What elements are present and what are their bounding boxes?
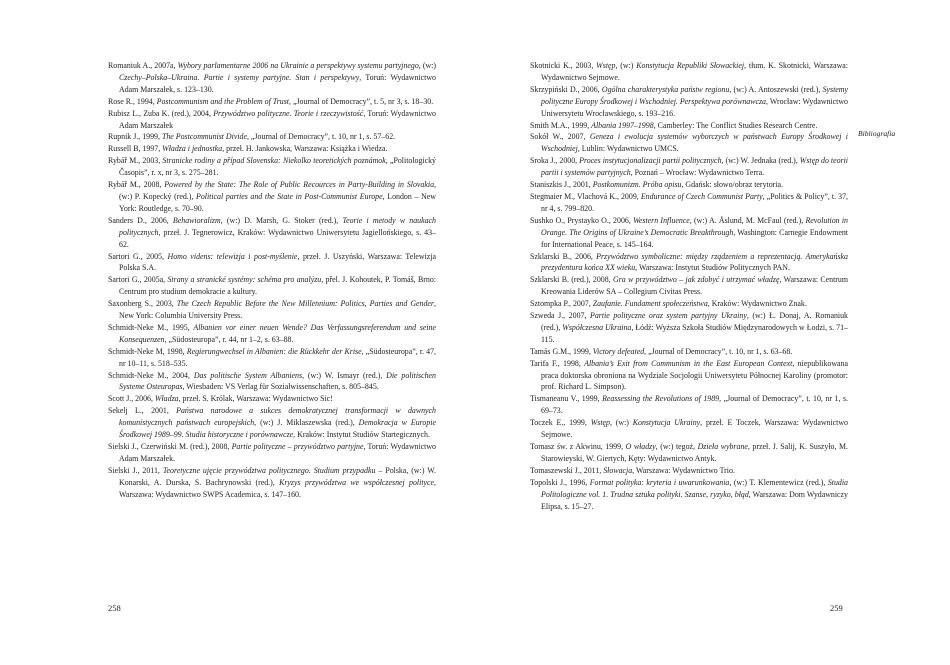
bibliography-entry [108, 215, 436, 251]
entry-text: , „Politologický Časopis”, r. x, nr 3, s. 275–281. [119, 156, 436, 178]
bibliography-entry [108, 143, 436, 155]
bibliography-entry [530, 298, 848, 310]
entry-text: , Washington: Carnegie Endowment for International Peace, s. 145–164. [541, 227, 848, 249]
entry-text: , (w:) A. Antoszewski (red.), [729, 84, 823, 94]
entry-title-italic: Wstęp do teorii partii i systemów partyjnych [541, 156, 848, 178]
bibliography-entry [530, 155, 848, 179]
entry-text: Topolski J., 1996, [530, 477, 590, 487]
entry-title-italic: Strany a stranické systémy: schéma pro analýzu [167, 275, 322, 285]
entry-text: , (w:) [615, 61, 637, 70]
entry-text: , Gdańsk: słowo/obraz terytoria. [681, 180, 783, 190]
entry-title-italic: Endurance of Czech Communist Party [640, 191, 763, 201]
entry-title-italic: Victory defeated [592, 346, 645, 356]
bibliography-entry [530, 84, 848, 120]
entry-text: , „Journal of Democracy”, t. 5, nr 3, s. 18–30. [289, 96, 434, 106]
entry-text: , Toruń: Wydawnictwo Adam Marszałek. [119, 442, 436, 463]
entry-text: Rose R., 1994, [108, 96, 157, 106]
entry-text: , przeł. J. Tegnerowicz, Kraków: Wydawnictwo Uniwersytetu Jagiellońskiego, s. 43–62. [119, 227, 436, 249]
right-page [475, 0, 950, 665]
bibliography-entry [530, 60, 848, 84]
entry-text: Smith M.A., 1999, [530, 120, 592, 130]
bibliography-entry [530, 179, 848, 191]
entry-text: , (w:) A. Åslund, M. McFaul (red.), [689, 215, 806, 225]
entry-text: , Warszawa: Centrum Kreowania Liderów SA – Collegium Civitas Press. [541, 275, 848, 297]
entry-text: , tłum. K. Skotnicki, Warszawa: Wydawnictwo Sejmowe. [541, 61, 848, 82]
bibliography-entry [108, 155, 436, 179]
entry-text: , (w:) Ł. Donaj, A. Romaniuk (red.), [541, 311, 848, 332]
bibliography-entry [108, 108, 436, 132]
entry-title-italic: The Postcommunist Divide [161, 132, 247, 142]
entry-title-italic: Ogólna charakterystyka państw regionu [601, 84, 730, 94]
entry-text: , Warszawa: Wydawnictwo SWPS Academica, s. 147–160. [119, 477, 437, 499]
entry-text: , Kraków: Wydawnictwo Znak. [707, 299, 807, 309]
entry-text: , přel. J. Kohoutek, P. Tomáš, Brno: Centrum pro studium demokracie a kultury. [119, 275, 436, 297]
entry-text: , Warszawa: Dom Wydawniczy Elipsa, s. 15–27. [541, 489, 849, 511]
bibliography-list-left [108, 60, 436, 501]
bibliography-entry [108, 441, 436, 465]
bibliography-entry [108, 405, 436, 441]
entry-text: Tomasz św. z Akwinu, 1999, [530, 442, 626, 451]
entry-title-italic: Revolution in Orange. The Origins of Ukraine’s Democratic Breakthrough [541, 215, 848, 237]
entry-text: , Kraków: Instytut Studiów Startegicznych. [293, 430, 430, 440]
entry-title-italic: Słowacja [603, 465, 633, 475]
bibliography-entry [530, 274, 848, 298]
entry-title-italic: Partie polityczne oraz system partyjny Ukrainy [590, 311, 747, 321]
entry-title-italic: Albania’s Exit from Communism in the East European Context [584, 358, 793, 368]
entry-text: Tismaneanu V., 1999, [530, 394, 603, 404]
entry-title-italic: Przywództwo symboliczne: między rządzeniem a reprezentacją. Amerykańska prezydentura końca XX wieku [541, 251, 849, 273]
bibliography-entry [530, 477, 848, 513]
entry-text: , „Journal of Democracy”, t. 10, nr 1, s. 69–73. [541, 394, 848, 416]
bibliography-entry [530, 393, 848, 417]
entry-text: , Łódź: Wyższa Szkoła Studiów Międzynarodowych w Łodzi, s. 71–115. [541, 322, 848, 344]
entry-title-italic: Wybory parlamentarne 2006 na Ukrainie a perspektywy systemu partyjnego [177, 61, 419, 70]
page-number-right: 259 [830, 603, 843, 613]
entry-text: Sztompka P., 2007, [530, 299, 593, 309]
entry-text: Tomaszewski J., 2011, [530, 465, 604, 475]
entry-text: Rupnik J., 1999, [108, 132, 162, 142]
entry-text: Schmidt-Neke M., 2004, [108, 370, 194, 380]
entry-text: Rybář M., 2003, [108, 156, 163, 166]
entry-title-italic: Albanien vor einer neuen Wende? Das Verfassungsreferendum und seine Konsequenzen [119, 322, 436, 344]
entry-text: Szklarski B. (red.), 2008, [530, 275, 613, 285]
entry-text: Sekelj L., 2001, [108, 406, 177, 416]
entry-text: Tamás G.M., 1999, [530, 346, 593, 356]
entry-text: , przeł. S. Królak, Warszawa: Wydawnictwo Sic! [178, 394, 333, 404]
entry-title-italic: Współczesna Ukraina [562, 322, 632, 332]
entry-text: , „Politics & Policy”, t. 37, nr 4, s. 799–820. [541, 191, 848, 213]
bibliography-entry [530, 120, 848, 132]
entry-title-italic: Partie polityczne – przywództwo partyjne [231, 442, 364, 451]
entry-title-italic: Konstytucja Republiki Słowackiej [636, 61, 745, 70]
bibliography-entry [108, 370, 436, 394]
entry-text: Staniszkis J., 2001, [530, 180, 593, 190]
entry-text: Sielski J., Czerwiński M. (red.), 2008, [108, 442, 232, 451]
entry-title-italic: Studia Politologiczne vol. 1. Trudna sztuka polityki. Szanse, ryzyko, błąd [541, 477, 848, 499]
entry-text: Toczek E., 1999, [530, 418, 591, 428]
entry-title-italic: Regierungwechsel in Albanien: die Rückkehr der Krise [186, 346, 362, 356]
entry-title-italic: Die politischen Systeme Osteuropas [119, 370, 436, 392]
entry-text: , (w:) W. Jednaka (red.), [721, 156, 800, 166]
bibliography-entry [108, 465, 436, 501]
entry-text: , niepublikowana praca doktorska obroniona na Wydziale Socjologii Uniwersytetu Północnej Karoliny (promotor: prof. Richard L. Simpson). [541, 358, 849, 392]
entry-title-italic: O władzy [625, 442, 656, 451]
entry-text: Schmidt-Neke M., 1995, [108, 322, 194, 332]
entry-text: Skotnicki K., 2003, [530, 61, 597, 70]
running-head: Bibliografia [858, 129, 896, 138]
entry-text: , Toruń: Wydawnictwo Adam Marszałek [119, 108, 437, 130]
entry-text: Sartori G., 2005, [108, 251, 168, 261]
entry-title-italic: Stranicke rodiny a případ Slovenska: Niekolko teoretických poznámok [162, 156, 386, 166]
entry-title-italic: Teoretyczne ujęcie przywództwa politycznego. Studium przypadku [162, 465, 376, 475]
bibliography-entry [108, 274, 436, 298]
entry-text: – Polska, (w:) W. Konarski, A. Durska, S. Bachrynowski (red.), [119, 465, 436, 487]
entry-title-italic: Konstytucja Ukrainy [632, 418, 701, 428]
bibliography-entry [108, 251, 436, 275]
entry-title-italic: Postcommunism and the Problem of Trust [156, 96, 289, 106]
entry-text: , New York: Columbia University Press. [119, 299, 436, 321]
entry-text: Skrzypiński D., 2006, [530, 84, 602, 94]
entry-text: , (w:) J. Miklaszewska (red.), [254, 418, 359, 428]
entry-text: , Toruń: Wydawnictwo Adam Marszałek, s. 123–130. [119, 72, 436, 94]
bibliography-entry [108, 393, 436, 405]
entry-text: Sroka J., 2000, [530, 156, 580, 166]
entry-text: , Camberley: The Conflict Studies Research Centre. [653, 120, 818, 130]
entry-text: , przeł. H. Jankowska, Warszawa: Książka i Wiedza. [222, 144, 388, 154]
bibliography-entry [530, 358, 848, 394]
entry-text: Sanders D., 2006, [108, 215, 173, 225]
entry-text: , (w:) D. Marsh, G. Stoker (red.), [220, 215, 343, 225]
entry-title-italic: Kryzys przywództwa we współczesnej polityce [279, 477, 435, 487]
bibliography-entry [530, 251, 848, 275]
entry-text: Romaniuk A., 2007a, [108, 61, 178, 70]
entry-text: , London – New York: Routledge, s. 70–90. [119, 191, 436, 213]
bibliography-entry [530, 465, 848, 477]
entry-text: , Wiesbaden: VS Verlag für Sozialwissenschaften, s. 805–845. [182, 382, 379, 392]
entry-text: , (w:) W. Ismayr (red.), [302, 370, 387, 380]
entry-title-italic: Albania 1997–1998 [591, 120, 654, 130]
entry-text: , (w:) P. Kopecký (red.), [119, 180, 436, 201]
bibliography-entry [108, 179, 436, 215]
entry-text: Sushko O., Prystayko O., 2006, [530, 215, 634, 225]
bibliography-entry [108, 298, 436, 322]
bibliography-entry [108, 322, 436, 346]
entry-text: Scott J., 2006, [108, 394, 155, 404]
entry-text: , „Südosteuropa”, r. 47, nr 10–11, s. 518–535. [119, 346, 437, 368]
entry-text: , Lublin: Wydawnictwo UMCS. [577, 144, 679, 154]
entry-text: Russell B, 1997, [108, 144, 163, 154]
bibliography-entry [108, 60, 436, 96]
entry-text: , (w:) tegoż, [655, 442, 698, 451]
entry-text: , Poznań – Wrocław: Wydawnictwo Terra. [630, 168, 765, 178]
entry-text: Rybář M., 2008, [108, 180, 165, 190]
entry-text: , (w:) [418, 61, 436, 70]
entry-title-italic: Dzieła wybrane [697, 442, 748, 451]
entry-text: Szklarski B., 2006, [530, 251, 597, 261]
entry-text: , Warszawa: Instytut Studiów Politycznych PAN. [635, 263, 790, 273]
entry-text: , „Journal of Democracy”, t. 10, nr 1, s. 57–62. [246, 132, 396, 142]
bibliography-entry [108, 346, 436, 370]
entry-text: Sielski J., 2011, [108, 465, 163, 475]
bibliography-entry [530, 131, 848, 155]
entry-title-italic: Geneza i ewolucja systemów wyborczych w państwach Europy Środkowej i Wschodniej [541, 132, 848, 154]
entry-text: Rubisz L., Zuba K. (red.), 2004, [108, 108, 214, 118]
entry-title-italic: Władza i jednostka [162, 144, 223, 154]
bibliography-entry [530, 417, 848, 441]
entry-title-italic: Wstęp [590, 418, 610, 428]
entry-text: Saxonberg S., 2003, [108, 299, 177, 309]
entry-title-italic: Reassessing the Revolutions of 1989 [602, 394, 720, 404]
bibliography-entry [530, 191, 848, 215]
entry-title-italic: Czechy–Polska–Ukraina. Partie i systemy partyjne. Stan i perspektywy [119, 72, 360, 82]
entry-title-italic: Państwa narodowe a sukces demokratycznej transformacji w dawnych komunistycznych państwach europejskich [119, 406, 436, 428]
entry-title-italic: Przywództwo polityczne. Teorie i rzeczywistość [213, 108, 364, 118]
entry-title-italic: Western Influence [633, 215, 690, 225]
entry-text: Szweda J., 2007, [530, 311, 591, 321]
entry-text: Sartori G., 2005a, [108, 275, 168, 285]
entry-title-italic: Teorie i metody w naukach politycznych [119, 215, 436, 237]
entry-title-italic: Demokracja w Europie Środkowej 1989–99. Studia historyczne i porównawcze [119, 418, 436, 440]
entry-title-italic: Format polityka: kryteria i uwarunkowania [589, 477, 730, 487]
entry-title-italic: Powered by the State: The Role of Public Recources in Party-Building in Slovakia [164, 180, 435, 190]
entry-title-italic: Das politische System Albaniens [193, 370, 303, 380]
entry-text: , przeł. J. Salij, K. Suszyło, M. Starowieyski, W. Giertych, Kęty: Wydawnictwo Antyk. [541, 442, 848, 463]
entry-text: , „Journal of Democracy”, t. 10, nr 1, s. 63–68. [644, 346, 793, 356]
entry-title-italic: Political parties and the State in Post-Communist Europe [196, 191, 383, 201]
entry-text: , (w:) [609, 418, 633, 428]
bibliography-list-right [530, 60, 848, 512]
entry-title-italic: Homo videns: telewizja i post-myślenie [167, 251, 298, 261]
bibliography-entry [530, 441, 848, 465]
bibliography-entry [530, 310, 848, 346]
entry-text: , „Südosteuropa”, r. 44, nr 1–2, s. 63–88. [164, 334, 294, 344]
entry-text: , przeł. J. Uszyński, Warszawa: Telewizja Polska S.A. [119, 251, 436, 273]
entry-title-italic: Zaufanie. Fundament społeczeństwa [592, 299, 708, 309]
bibliography-entry [108, 96, 436, 108]
entry-text: , przeł. E Toczek, Warszawa: Wydawnictwo Sejmowe. [541, 418, 849, 440]
entry-text: Tarifa F., 1998, [530, 358, 585, 368]
entry-title-italic: Postkomunizm. Próba opisu [592, 180, 682, 190]
entry-text: , (w:) T. Klementewicz (red.), [729, 477, 828, 487]
entry-title-italic: Systemy polityczne Europy Środkowej i Wschodniej. Perspektywa porównawcza [541, 84, 848, 106]
entry-title-italic: Władza [154, 394, 179, 404]
entry-text: Stegmaier M., Vlachová K., 2009, [530, 191, 641, 201]
bibliography-entry [530, 346, 848, 358]
entry-title-italic: Behawioralizm [172, 215, 221, 225]
bibliography-entry [108, 131, 436, 143]
entry-title-italic: Wstęp [596, 61, 616, 70]
entry-text: Schmidt-Neke M, 1998, [108, 346, 187, 356]
entry-title-italic: Gra w przywództwo – jak zdobyć i utrzymać władzę [613, 275, 780, 285]
entry-title-italic: Proces instytucjonalizacji partii politycznych [579, 156, 722, 166]
entry-text: , Warszawa: Wydawnictwo Trio. [632, 465, 735, 475]
bibliography-entry [530, 215, 848, 251]
entry-text: , Wrocław: Wydawnictwo Uniwersytetu Wrocławskiego, s. 193–216. [541, 96, 848, 118]
entry-title-italic: The Czech Republic Before the New Millennium: Politics, Parties and Gender [176, 299, 435, 309]
page-number-left: 258 [108, 603, 121, 613]
entry-text: Sokół W., 2007, [530, 132, 590, 142]
